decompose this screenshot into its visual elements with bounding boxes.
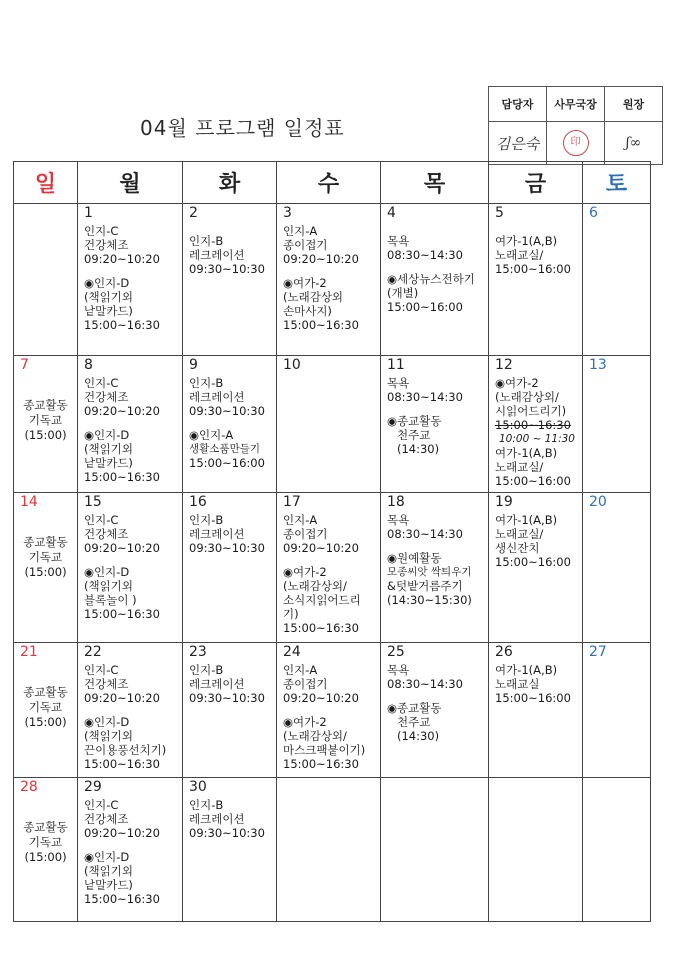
activity-line: 15:00~16:00 <box>495 555 571 569</box>
activity-line: 건강체조 <box>84 238 129 252</box>
day-cell <box>583 204 651 356</box>
activity-line: 목욕 <box>387 376 410 390</box>
activity-line: 15:00~16:30 <box>84 892 160 906</box>
activity-spacer <box>387 404 482 414</box>
day-number: 11 <box>387 357 405 373</box>
activity-line: 노래교실/ <box>495 460 544 474</box>
activity-line: 15:00~16:30 <box>84 757 160 771</box>
day-number: 2 <box>189 205 198 221</box>
day-number: 4 <box>387 205 396 221</box>
activity-line: 블록놀이 ) <box>84 593 137 607</box>
day-cell <box>489 356 583 493</box>
activity-line: 목욕 <box>387 234 410 248</box>
activity-line: 15:00~16:00 <box>495 262 571 276</box>
activity-line: 15:00~16:30 <box>495 418 571 432</box>
day-number: 14 <box>20 494 38 510</box>
activity-line: 인지-A <box>283 513 318 527</box>
activity-list <box>387 513 482 607</box>
day-cell <box>583 493 651 643</box>
activity-line: 15:00~16:30 <box>283 318 359 332</box>
activity-line: 종교활동 <box>23 535 68 549</box>
approval-signature-row <box>489 122 663 165</box>
activity-line: (14:30~15:30) <box>387 593 472 607</box>
day-cell <box>277 643 381 778</box>
seal-stamp-icon: 印 <box>563 130 589 156</box>
activity-line: 인지-C <box>84 224 119 238</box>
activity-line: 09:20~10:20 <box>84 691 160 705</box>
activity-line: 09:20~10:20 <box>84 826 160 840</box>
activity-spacer <box>84 266 176 276</box>
director-signature <box>605 122 663 165</box>
activity-line: 인지-A <box>283 663 318 677</box>
week-row <box>14 778 651 922</box>
activity-line: 낱말카드) <box>84 878 133 892</box>
activity-list <box>387 376 482 456</box>
activity-line: 10:00 ~ 11:30 <box>499 433 575 445</box>
activity-spacer <box>84 418 176 428</box>
activity-spacer <box>283 705 374 715</box>
approval-header-staff: 담당자 <box>489 87 547 122</box>
activity-line: 인지-B <box>189 663 224 677</box>
day-number: 30 <box>189 779 207 795</box>
week-row <box>14 643 651 778</box>
activity-list <box>189 224 270 276</box>
day-number: 23 <box>189 644 207 660</box>
activity-line: ◉인지-D <box>84 850 130 864</box>
activity-line: 인지-C <box>84 376 119 390</box>
day-cell <box>14 493 78 643</box>
activity-line: ◉인지-D <box>84 715 130 729</box>
week-row <box>14 204 651 356</box>
day-cell <box>183 643 277 778</box>
activity-line: 여가-1(A,B) <box>495 234 558 248</box>
day-cell <box>583 643 651 778</box>
activity-line: 건강체조 <box>84 677 129 691</box>
activity-spacer <box>189 224 270 234</box>
activity-line: (14:30) <box>397 729 440 743</box>
day-cell <box>277 778 381 922</box>
activity-line: 종이접기 <box>283 527 328 541</box>
activity-list <box>84 224 176 332</box>
activity-line: 종교활동 <box>23 398 68 412</box>
activity-line: 노래교실/ <box>495 527 544 541</box>
activity-line: ◉여가-2 <box>283 715 327 729</box>
activity-line: 09:30~10:30 <box>189 691 265 705</box>
day-number: 16 <box>189 494 207 510</box>
activity-line: 레크레이션 <box>189 812 245 826</box>
activity-list <box>387 224 482 314</box>
activity-list <box>495 224 576 276</box>
activity-line: 15:00~16:30 <box>84 318 160 332</box>
activity-line: 노래교실 <box>495 677 540 691</box>
activity-line: 목욕 <box>387 513 410 527</box>
activity-line: 09:20~10:20 <box>283 691 359 705</box>
activity-line: 기독교 <box>28 550 63 564</box>
activity-line: (15:00) <box>24 850 67 864</box>
weekday-monday: 월 <box>78 162 183 204</box>
activity-line: 생활소품만들기 <box>189 443 261 455</box>
activity-line: 09:30~10:30 <box>189 826 265 840</box>
activity-spacer <box>387 541 482 551</box>
activity-line: 소식지읽어드리 <box>283 593 361 607</box>
activity-line: 천주교 <box>397 715 431 729</box>
activity-spacer <box>189 418 270 428</box>
activity-line: 기독교 <box>28 700 63 714</box>
day-number: 22 <box>84 644 102 660</box>
activity-spacer <box>387 262 482 272</box>
activity-list <box>283 224 374 332</box>
activity-line: 레크레이션 <box>189 390 245 404</box>
day-cell <box>489 643 583 778</box>
activity-list <box>495 513 576 569</box>
activity-line: 건강체조 <box>84 812 129 826</box>
activity-list <box>84 376 176 484</box>
weekday-saturday: 토 <box>583 162 651 204</box>
day-cell <box>489 493 583 643</box>
day-number: 18 <box>387 494 405 510</box>
activity-line: (개별) <box>387 286 419 300</box>
activity-line: 종이접기 <box>283 677 328 691</box>
activity-line: 08:30~14:30 <box>387 677 463 691</box>
activity-line: 09:20~10:20 <box>283 541 359 555</box>
activity-line: 09:30~10:30 <box>189 541 265 555</box>
activity-line: (14:30) <box>397 442 440 456</box>
day-cell <box>277 493 381 643</box>
activity-line: ◉여가-2 <box>283 565 327 579</box>
approval-header-secretary: 사무국장 <box>547 87 605 122</box>
activity-line: ◉인지-A <box>189 428 234 442</box>
activity-list <box>20 820 71 865</box>
day-cell <box>183 493 277 643</box>
signature-scribble-icon: ʃ∞ <box>625 135 642 151</box>
activity-line: 여가-1(A,B) <box>495 446 558 460</box>
weekday-sunday: 일 <box>14 162 78 204</box>
approval-header-director: 원장 <box>605 87 663 122</box>
activity-line: 09:30~10:30 <box>189 404 265 418</box>
activity-line: 손마사지) <box>283 304 332 318</box>
activity-line: 목욕 <box>387 663 410 677</box>
activity-line: 15:00~16:30 <box>283 621 359 635</box>
activity-line: 여가-1(A,B) <box>495 513 558 527</box>
weekday-friday: 금 <box>489 162 583 204</box>
activity-line: 09:20~10:20 <box>84 541 160 555</box>
activity-line: (책읽기외 <box>84 729 133 743</box>
activity-line: 08:30~14:30 <box>387 527 463 541</box>
day-number: 19 <box>495 494 513 510</box>
activity-line: 인지-C <box>84 513 119 527</box>
activity-list <box>189 798 270 840</box>
activity-line: ◉여가-2 <box>283 276 327 290</box>
day-cell <box>14 643 78 778</box>
activity-line: (책읽기외 <box>84 290 133 304</box>
activity-line: 끈이용풍선치기) <box>84 743 167 757</box>
week-row <box>14 356 651 493</box>
activity-line: (15:00) <box>24 565 67 579</box>
day-cell <box>183 204 277 356</box>
activity-list <box>20 398 71 443</box>
activity-line: 낱말카드) <box>84 456 133 470</box>
day-number: 7 <box>20 357 29 373</box>
activity-line: ◉여가-2 <box>495 376 539 390</box>
activity-line: (노래감상외 <box>283 290 344 304</box>
activity-line: (노래감상외/ <box>283 729 347 743</box>
day-number: 3 <box>283 205 292 221</box>
day-number: 8 <box>84 357 93 373</box>
day-cell <box>277 356 381 493</box>
activity-spacer <box>84 555 176 565</box>
calendar-table <box>13 161 651 922</box>
activity-line: 레크레이션 <box>189 677 245 691</box>
activity-line: 모종씨앗 싹틔우기 <box>387 566 472 578</box>
day-cell <box>381 204 489 356</box>
activity-line: 15:00~16:00 <box>189 456 265 470</box>
activity-list <box>283 663 374 771</box>
activity-line: 종교활동 <box>23 685 68 699</box>
activity-line: 기) <box>283 607 299 621</box>
activity-line: 레크레이션 <box>189 248 245 262</box>
day-number: 6 <box>589 205 598 221</box>
day-number: 5 <box>495 205 504 221</box>
activity-spacer <box>495 224 576 234</box>
activity-line: 15:00~16:00 <box>495 691 571 705</box>
day-cell <box>183 356 277 493</box>
day-number: 12 <box>495 357 513 373</box>
day-number: 26 <box>495 644 513 660</box>
activity-line: ◉인지-D <box>84 428 130 442</box>
activity-line: ◉종교활동 <box>387 414 442 428</box>
activity-line: 인지-B <box>189 513 224 527</box>
activity-spacer <box>84 705 176 715</box>
activity-line: 인지-B <box>189 798 224 812</box>
day-cell <box>78 204 183 356</box>
weekday-wednesday: 수 <box>277 162 381 204</box>
day-cell <box>381 356 489 493</box>
weekday-header-row <box>14 162 651 204</box>
activity-list <box>189 376 270 470</box>
activity-line: 마스크팩붙이기) <box>283 743 366 757</box>
activity-line: 여가-1(A,B) <box>495 663 558 677</box>
activity-line: (노래감상외/ <box>283 579 347 593</box>
activity-list <box>189 663 270 705</box>
activity-line: ◉세상뉴스전하기 <box>387 272 475 286</box>
activity-line: 15:00~16:30 <box>84 607 160 621</box>
day-number: 20 <box>589 494 607 510</box>
activity-line: 건강체조 <box>84 390 129 404</box>
activity-line: (책읽기외 <box>84 442 133 456</box>
approval-header-row <box>489 87 663 122</box>
activity-line: 08:30~14:30 <box>387 390 463 404</box>
activity-line: 건강체조 <box>84 527 129 541</box>
day-cell <box>583 356 651 493</box>
day-number: 1 <box>84 205 93 221</box>
activity-line: 15:00~16:30 <box>84 470 160 484</box>
activity-list <box>84 513 176 621</box>
activity-line: 15:00~16:00 <box>387 300 463 314</box>
day-cell <box>381 778 489 922</box>
day-number: 28 <box>20 779 38 795</box>
activity-spacer <box>283 555 374 565</box>
activity-list <box>495 376 576 488</box>
activity-line: 인지-C <box>84 663 119 677</box>
activity-line: 09:20~10:20 <box>283 252 359 266</box>
activity-line: &텃밭거름주기 <box>387 579 463 593</box>
activity-list <box>283 513 374 635</box>
day-cell <box>78 493 183 643</box>
activity-list <box>495 663 576 705</box>
day-cell <box>183 778 277 922</box>
day-cell <box>277 204 381 356</box>
day-number: 9 <box>189 357 198 373</box>
activity-list <box>84 798 176 906</box>
activity-list <box>387 663 482 743</box>
activity-line: ◉종교활동 <box>387 701 442 715</box>
day-number: 29 <box>84 779 102 795</box>
day-number: 13 <box>589 357 607 373</box>
day-number: 25 <box>387 644 405 660</box>
activity-line: ◉인지-D <box>84 276 130 290</box>
day-number: 24 <box>283 644 301 660</box>
activity-spacer <box>283 266 374 276</box>
activity-spacer <box>387 224 482 234</box>
staff-signature: 김은숙 <box>489 122 547 165</box>
day-number: 17 <box>283 494 301 510</box>
activity-line: 인지-B <box>189 376 224 390</box>
activity-line: 인지-A <box>283 224 318 238</box>
activity-line: ◉원예활동 <box>387 551 442 565</box>
activity-line: 09:20~10:20 <box>84 404 160 418</box>
activity-spacer <box>387 691 482 701</box>
day-cell <box>14 778 78 922</box>
activity-line: ◉인지-D <box>84 565 130 579</box>
activity-line: 종이접기 <box>283 238 328 252</box>
activity-line: 천주교 <box>397 428 431 442</box>
activity-line: 시읽어드리기) <box>495 404 567 418</box>
approval-box <box>488 86 663 165</box>
activity-line: (책읽기외 <box>84 579 133 593</box>
day-cell <box>78 356 183 493</box>
activity-line: 15:00~16:00 <box>495 474 571 488</box>
activity-line: 레크레이션 <box>189 527 245 541</box>
activity-line: (노래감상외/ <box>495 390 559 404</box>
day-number: 10 <box>283 357 301 373</box>
secretary-stamp <box>547 122 605 165</box>
weekday-tuesday: 화 <box>183 162 277 204</box>
day-cell <box>583 778 651 922</box>
activity-line: 생신잔치 <box>495 541 540 555</box>
day-number: 27 <box>589 644 607 660</box>
day-cell <box>489 204 583 356</box>
activity-line: (책읽기외 <box>84 864 133 878</box>
day-number: 15 <box>84 494 102 510</box>
day-cell <box>78 643 183 778</box>
activity-line: (15:00) <box>24 428 67 442</box>
activity-list <box>20 535 71 580</box>
day-number: 21 <box>20 644 38 660</box>
weekday-thursday: 목 <box>381 162 489 204</box>
day-cell <box>489 778 583 922</box>
activity-list <box>189 513 270 555</box>
activity-line: 노래교실/ <box>495 248 544 262</box>
day-cell <box>381 643 489 778</box>
day-cell <box>14 204 78 356</box>
week-row <box>14 493 651 643</box>
activity-line: 낱말카드) <box>84 304 133 318</box>
activity-list <box>20 685 71 730</box>
activity-line: (15:00) <box>24 715 67 729</box>
activity-line: 08:30~14:30 <box>387 248 463 262</box>
activity-line: 09:20~10:20 <box>84 252 160 266</box>
activity-line: 기독교 <box>28 835 63 849</box>
day-cell <box>381 493 489 643</box>
activity-line: 기독교 <box>28 413 63 427</box>
activity-list <box>84 663 176 771</box>
activity-line: 인지-C <box>84 798 119 812</box>
day-cell <box>14 356 78 493</box>
activity-line: 09:30~10:30 <box>189 262 265 276</box>
page-title: 04월 프로그램 일정표 <box>140 116 345 140</box>
activity-spacer <box>84 840 176 850</box>
day-cell <box>78 778 183 922</box>
activity-line: 15:00~16:30 <box>283 757 359 771</box>
activity-line: 인지-B <box>189 234 224 248</box>
activity-line: 종교활동 <box>23 820 68 834</box>
